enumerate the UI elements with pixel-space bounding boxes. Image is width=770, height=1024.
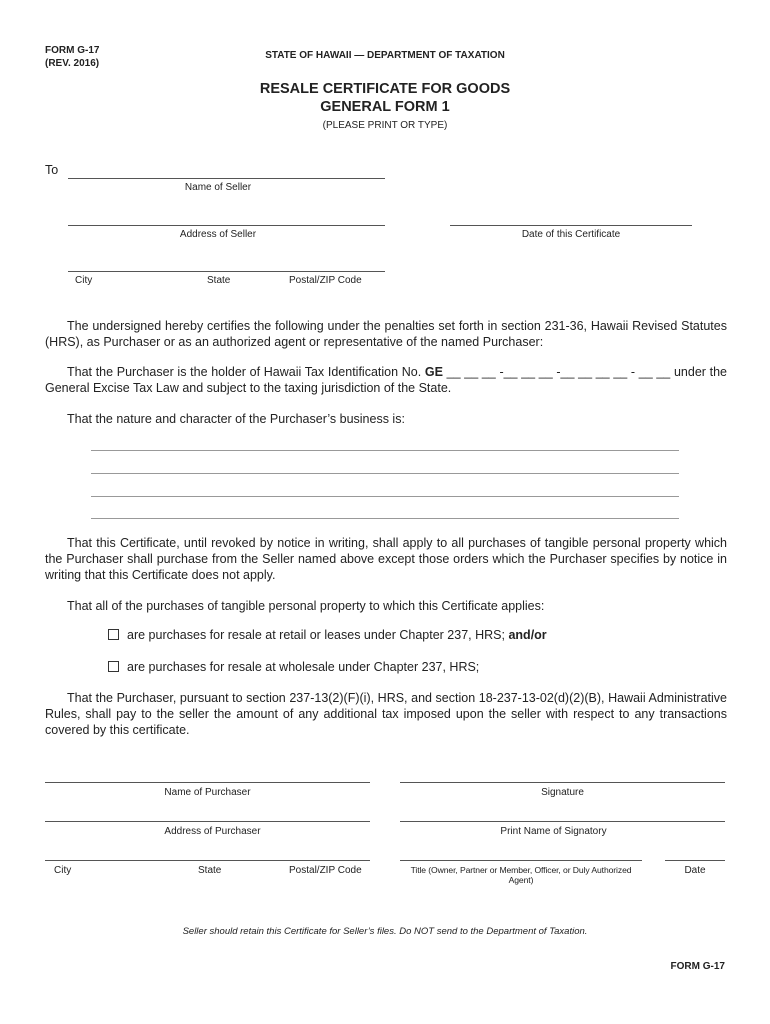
nature-paragraph: That the nature and character of the Purchaser’s business is: [67,412,405,426]
business-nature-line-4[interactable] [91,518,679,519]
option-wholesale-text: are purchases for resale at wholesale under Chapter 237, HRS; [127,660,480,674]
certificate-scope-paragraph: That this Certificate, until revoked by notice in writing, shall apply to all purchases of tangible personal property which the Purchaser shall purchase from the Seller named above except those orders which the Purchaser specifies by notice in writing that this Certificate does not apply. [45,536,727,582]
purchaser-state-label: State [198,865,222,876]
signature-label: Signature [541,787,584,798]
retail-checkbox[interactable] [108,629,119,640]
wholesale-checkbox[interactable] [108,661,119,672]
option-retail [108,628,547,642]
purchaser-city-label: City [54,865,72,876]
title-label: Title (Owner, Partner or Member, Officer, or Duly Authorized Agent) [410,865,632,885]
seller-zip-label: Postal/ZIP Code [289,275,362,286]
tax-id-input[interactable]: __ __ __ -__ __ __ -__ __ __ __ - __ __ [446,365,671,379]
business-nature-line-3[interactable] [91,496,679,497]
purchaser-date-field[interactable] [665,860,725,861]
tax-id-paragraph [45,364,727,396]
option-wholesale [108,660,479,674]
tax-id-suffix: under the General Excise Tax Law and subject to the taxing jurisdiction of the State. [45,365,728,395]
seller-city-state-zip-field[interactable] [68,271,385,272]
certificate-date-field[interactable] [450,225,692,226]
purchaser-zip-label: Postal/ZIP Code [289,865,362,876]
purchaser-address-label: Address of Purchaser [164,826,261,837]
seller-name-label: Name of Seller [184,182,252,193]
form-revision: (REV. 2016) [45,58,100,69]
purchaser-address-field[interactable] [45,821,370,822]
tax-id-prefix: That the Purchaser is the holder of Hawaii Tax Identification No. [67,365,422,379]
title-field[interactable] [400,860,642,861]
seller-city-label: City [75,275,93,286]
agency-name: STATE OF HAWAII — DEPARTMENT OF TAXATION [265,50,505,61]
seller-address-field[interactable] [68,225,385,226]
print-instruction: (PLEASE PRINT OR TYPE) [322,120,448,131]
print-name-field[interactable] [400,821,725,822]
seller-address-label: Address of Seller [179,229,257,240]
option-retail-text: are purchases for resale at retail or leases under Chapter 237, HRS; [127,628,505,642]
to-label: To [45,163,59,177]
signature-field[interactable] [400,782,725,783]
form-number [45,44,99,70]
purchases-intro: That all of the purchases of tangible personal property to which this Certificate applies: [67,599,545,613]
purchaser-date-label: Date [684,865,706,876]
purchaser-city-state-zip-field[interactable] [45,860,370,861]
title-line-2: GENERAL FORM 1 [320,99,450,115]
form-id: FORM G-17 [45,45,100,56]
page-title [200,80,570,116]
seller-name-field[interactable] [68,178,385,179]
tax-id-ge: GE [424,365,443,379]
seller-state-label: State [207,275,231,286]
certificate-date-label: Date of this Certificate [521,229,621,240]
pay-tax-paragraph: That the Purchaser, pursuant to section 237-13(2)(F)(i), HRS, and section 18-237-13-02(d)(2)(B), Hawaii Administrative Rules, shall pay to the seller the amount of any additional tax imposed upon the seller with respect to any transactions covered by this certificate. [45,691,727,737]
footer-form-id: FORM G-17 [670,961,725,972]
title-line-1: RESALE CERTIFICATE FOR GOODS [259,81,511,97]
print-name-label: Print Name of Signatory [500,826,607,837]
purchaser-name-field[interactable] [45,782,370,783]
certify-paragraph: The undersigned hereby certifies the following under the penalties set forth in section 231-36, Hawaii Revised Statutes (HRS), as Purchaser or as an authorized agent or representative of the named Purchaser: [45,319,727,349]
business-nature-line-1[interactable] [91,450,679,451]
retention-note: Seller should retain this Certificate for Seller’s files. Do NOT send to the Department of Taxation. [182,926,588,937]
business-nature-line-2[interactable] [91,473,679,474]
purchaser-name-label: Name of Purchaser [164,787,251,798]
option-retail-andor: and/or [508,628,547,642]
